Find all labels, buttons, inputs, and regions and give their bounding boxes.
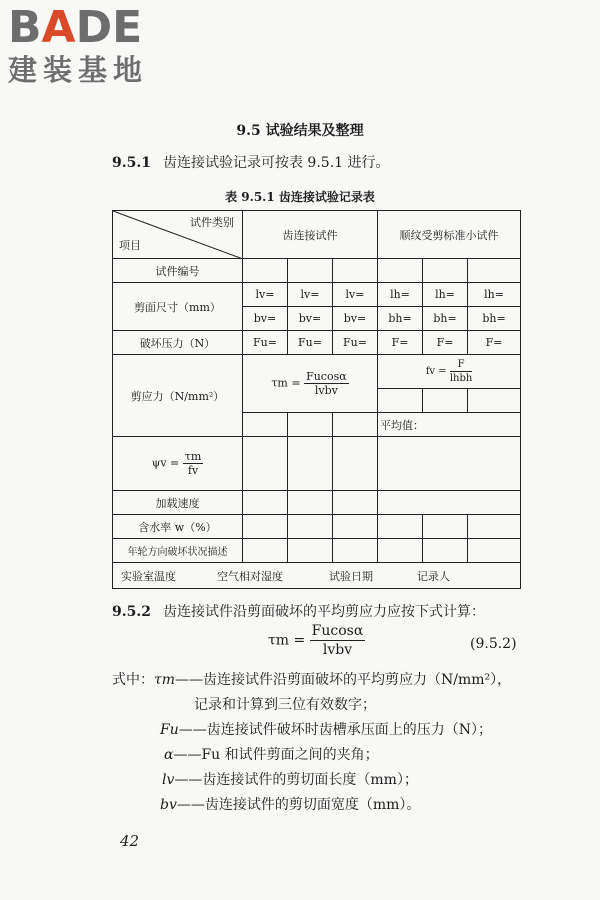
bv-cell: bv= bbox=[288, 307, 333, 331]
definition-row: 式中：τm——齿连接试件沿剪面破坏的平均剪应力（N/mm²）， bbox=[112, 672, 512, 688]
table-cell bbox=[333, 259, 378, 283]
page-number: 42 bbox=[120, 832, 140, 850]
definition-row: bv——齿连接试件的剪切面宽度（mm）。 bbox=[160, 797, 421, 813]
table-cell bbox=[423, 259, 468, 283]
phi-fraction: $\frac{\tau m}{fv}$ bbox=[184, 450, 202, 477]
table-cell bbox=[243, 413, 288, 437]
group-header-joint: 齿连接试件 bbox=[243, 211, 378, 259]
equation-fraction: $\frac{Fucos\alpha}{\text{lvbv}}$ bbox=[311, 623, 364, 658]
table-cell bbox=[378, 259, 423, 283]
definition-row: α——Fu 和试件剪面之间的夹角； bbox=[164, 747, 379, 763]
table-cell bbox=[243, 539, 288, 563]
table-cell bbox=[288, 259, 333, 283]
section-title: 9.5 试验结果及整理 bbox=[236, 123, 364, 139]
fu-cell: Fu= bbox=[333, 331, 378, 355]
clause-number: 9.5.1 bbox=[112, 155, 151, 171]
table-cell bbox=[288, 437, 333, 491]
lh-cell: lh= bbox=[468, 283, 521, 307]
definition-row: Fu——齿连接试件破坏时齿槽承压面上的压力（N）； bbox=[160, 722, 492, 738]
phi-lhs: ψv = bbox=[151, 456, 180, 470]
row-label-moisture: 含水率 w（%） bbox=[113, 515, 243, 539]
row-label-phi bbox=[113, 437, 243, 491]
row-label-failure-load: 破坏压力（N） bbox=[113, 331, 243, 355]
fv-lhs: fv = bbox=[425, 366, 447, 377]
footer-test-date: 试验日期 bbox=[329, 569, 373, 583]
definition-row: 记录和计算到三位有效数字； bbox=[194, 697, 376, 713]
table-cell bbox=[333, 515, 378, 539]
table-cell bbox=[333, 437, 378, 491]
table-cell bbox=[288, 413, 333, 437]
test-record-table bbox=[112, 210, 521, 589]
f-cell: F= bbox=[468, 331, 521, 355]
table-caption: 表 9.5.1 齿连接试验记录表 bbox=[225, 190, 375, 204]
equation-expression bbox=[268, 622, 365, 659]
clause-9-5-1 bbox=[112, 152, 390, 172]
clause-9-5-2 bbox=[112, 601, 485, 621]
bh-cell: bh= bbox=[378, 307, 423, 331]
table-cell bbox=[243, 437, 288, 491]
table-cell bbox=[378, 491, 521, 515]
corner-bottom-label: 项目 bbox=[119, 239, 141, 252]
row-label-specimen-no: 试件编号 bbox=[113, 259, 243, 283]
table-cell bbox=[468, 539, 521, 563]
tau-fraction: $\frac{Fucos\alpha}{\text{lvbv}}$ bbox=[306, 370, 347, 397]
fv-fraction: $\frac{F}{\text{lhbh}}$ bbox=[449, 359, 473, 384]
bv-cell: bv= bbox=[333, 307, 378, 331]
row-label-ring-failure: 年轮方向破坏状况描述 bbox=[113, 539, 243, 563]
corner-top-label: 试件类别 bbox=[190, 216, 234, 229]
footer-recorder: 记录人 bbox=[417, 569, 450, 583]
equation-lhs: τm = bbox=[268, 632, 306, 649]
f-cell: F= bbox=[378, 331, 423, 355]
clause-text: 齿连接试件沿剪面破坏的平均剪应力应按下式计算： bbox=[162, 604, 485, 620]
f-cell: F= bbox=[423, 331, 468, 355]
table-cell bbox=[288, 491, 333, 515]
table-cell bbox=[423, 515, 468, 539]
lh-cell: lh= bbox=[378, 283, 423, 307]
row-label-shear-stress: 剪应力（N/mm²） bbox=[113, 355, 243, 437]
average-cell: 平均值： bbox=[378, 413, 521, 437]
table-cell bbox=[423, 539, 468, 563]
logo-subtitle: 建装基地 bbox=[8, 53, 149, 87]
group-header-standard: 顺纹受剪标准小试件 bbox=[378, 211, 521, 259]
clause-number: 9.5.2 bbox=[112, 604, 151, 620]
table-cell bbox=[468, 259, 521, 283]
logo-wordmark: BADE bbox=[8, 2, 143, 53]
definition-row: lv——齿连接试件的剪切面长度（mm）； bbox=[162, 772, 418, 788]
fu-cell: Fu= bbox=[243, 331, 288, 355]
symbol-definitions bbox=[112, 668, 511, 818]
row-label-shear-size: 剪面尺寸（mm） bbox=[113, 283, 243, 331]
table-cell bbox=[468, 515, 521, 539]
bh-cell: bh= bbox=[423, 307, 468, 331]
lv-cell: lv= bbox=[288, 283, 333, 307]
logo bbox=[8, 2, 149, 88]
table-cell bbox=[333, 491, 378, 515]
tau-formula-cell bbox=[243, 355, 378, 413]
tau-lhs: τm = bbox=[271, 376, 301, 390]
table-cell bbox=[243, 259, 288, 283]
fv-formula-cell bbox=[378, 355, 521, 389]
clause-text: 齿连接试验记录可按表 9.5.1 进行。 bbox=[162, 155, 390, 171]
table-cell bbox=[288, 539, 333, 563]
table-cell bbox=[288, 515, 333, 539]
row-label-loading-speed: 加载速度 bbox=[113, 491, 243, 515]
table-cell bbox=[378, 515, 423, 539]
table-cell bbox=[378, 389, 423, 413]
equation-number: (9.5.2) bbox=[470, 636, 517, 652]
lv-cell: lv= bbox=[243, 283, 288, 307]
table-cell bbox=[333, 413, 378, 437]
table-corner-header bbox=[113, 211, 243, 259]
footer-lab-temperature: 实验室温度 bbox=[121, 569, 176, 583]
table-footer-row bbox=[113, 563, 521, 589]
table-cell bbox=[378, 539, 423, 563]
bv-cell: bv= bbox=[243, 307, 288, 331]
table-cell bbox=[378, 437, 521, 491]
table-cell bbox=[333, 539, 378, 563]
lv-cell: lv= bbox=[333, 283, 378, 307]
fu-cell: Fu= bbox=[288, 331, 333, 355]
table-cell bbox=[243, 515, 288, 539]
lh-cell: lh= bbox=[423, 283, 468, 307]
bh-cell: bh= bbox=[468, 307, 521, 331]
table-cell bbox=[468, 389, 521, 413]
table-cell bbox=[243, 491, 288, 515]
footer-relative-humidity: 空气相对湿度 bbox=[217, 569, 283, 583]
table-cell bbox=[423, 389, 468, 413]
